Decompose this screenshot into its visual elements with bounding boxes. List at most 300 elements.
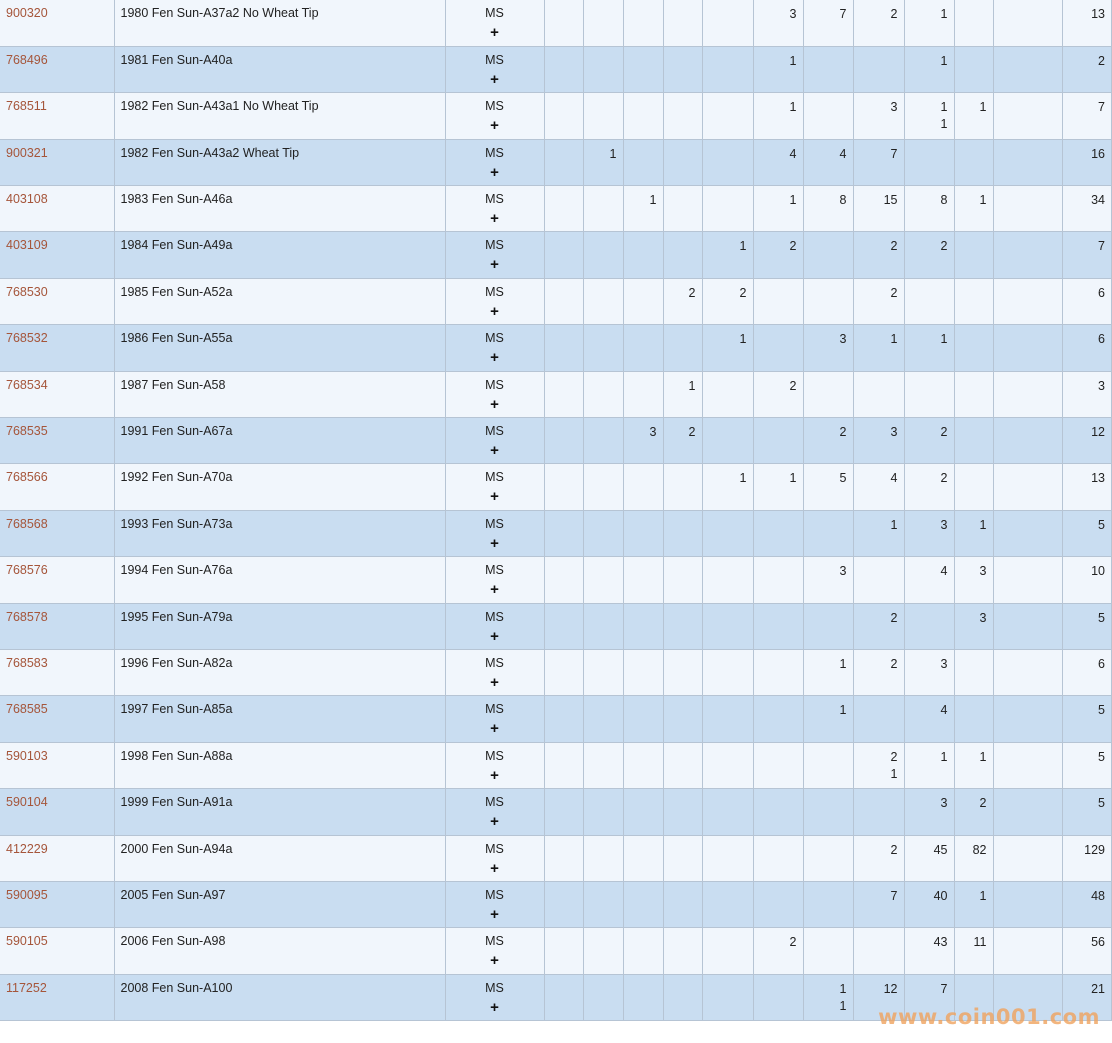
count-value: 2 [979,796,987,811]
population-count-cell [663,928,702,974]
count-value: 40 [933,888,948,903]
count-value: 10 [1091,564,1105,579]
cert-number-cell [0,603,114,649]
total-count-cell [1062,325,1112,371]
population-count-cell [993,46,1062,92]
count-value: 1 [739,332,747,347]
cert-number-cell [0,0,114,46]
population-count-cell [583,649,623,695]
population-count-cell [544,139,583,185]
population-count-cell [663,139,702,185]
count-value: 1 [979,888,987,903]
table-row [0,46,1112,92]
population-count-cell [803,510,853,556]
population-count-cell [623,186,663,232]
total-count-cell [1062,464,1112,510]
coin-description: 1999 Fen Sun-A91a [114,789,445,835]
population-count-cell [663,881,702,927]
population-count-cell [853,696,904,742]
population-count-cell [954,696,993,742]
population-count-cell [954,649,993,695]
population-count-cell [753,371,803,417]
population-count-cell [803,186,853,232]
population-count-cell [753,649,803,695]
coin-description: 1995 Fen Sun-A79a [114,603,445,649]
total-count-cell [1062,928,1112,974]
coin-number-link[interactable]: 768496 [6,52,48,67]
grade-label: MS [485,934,504,949]
expand-plus-button[interactable]: + [490,488,499,506]
population-count-cell [583,418,623,464]
population-count-cell [993,649,1062,695]
population-count-cell [544,93,583,139]
population-count-cell [954,0,993,46]
population-count-cell [663,0,702,46]
coin-number-link[interactable]: 768568 [6,516,48,531]
coin-description: 2005 Fen Sun-A97 [114,881,445,927]
table-row [0,371,1112,417]
population-count-cell [663,603,702,649]
population-count-cell [663,510,702,556]
count-value: 1 [940,100,948,115]
population-count-cell [853,186,904,232]
count-value: 5 [839,471,847,486]
count-value: 13 [1091,471,1105,486]
population-count-cell [623,557,663,603]
population-count-cell [663,696,702,742]
total-count-cell [1062,789,1112,835]
expand-plus-button[interactable]: + [490,627,499,645]
population-count-cell [623,93,663,139]
grade-label: MS [485,238,504,253]
count-value: 34 [1091,193,1105,208]
count-value: 4 [890,471,898,486]
population-count-cell [954,510,993,556]
coin-number-link[interactable]: 768583 [6,655,48,670]
count-value: 2 [789,378,797,393]
population-count-cell [544,789,583,835]
count-value: 1 [739,471,747,486]
population-count-cell [702,464,753,510]
coin-number-link[interactable]: 768535 [6,424,48,439]
population-count-cell [663,93,702,139]
population-count-cell [544,0,583,46]
expand-plus-button[interactable]: + [490,581,499,599]
population-count-cell [623,139,663,185]
population-count-cell [702,46,753,92]
population-count-cell [663,649,702,695]
total-count-cell [1062,371,1112,417]
coin-number-link[interactable]: 768576 [6,563,48,578]
population-count-cell [663,974,702,1020]
population-count-cell [753,278,803,324]
count-value: 1 [649,193,657,208]
expand-plus-button[interactable]: + [490,349,499,367]
population-count-cell [544,232,583,278]
population-count-cell [803,139,853,185]
total-count-cell [1062,557,1112,603]
count-value: 1 [839,703,847,718]
population-count-cell [702,742,753,788]
population-count-cell [753,93,803,139]
coin-number-link[interactable]: 590103 [6,748,48,763]
grade-cell [445,46,544,92]
population-count-cell [583,371,623,417]
cert-number-cell [0,93,114,139]
population-count-cell [623,789,663,835]
population-count-cell [904,139,954,185]
population-count-cell [583,835,623,881]
population-count-cell [623,46,663,92]
population-count-cell [702,93,753,139]
population-count-cell [753,603,803,649]
population-count-cell [904,649,954,695]
watermark: www.coin001.com [878,1005,1100,1029]
count-value: 3 [890,425,898,440]
total-count-cell [1062,835,1112,881]
grade-cell [445,93,544,139]
population-count-cell [753,974,803,1020]
expand-plus-button[interactable]: + [490,813,499,831]
expand-plus-button[interactable]: + [490,952,499,970]
coin-description: 1991 Fen Sun-A67a [114,418,445,464]
population-count-cell [954,974,993,1020]
population-count-cell [583,974,623,1020]
expand-plus-button[interactable]: + [490,998,499,1016]
cert-number-cell [0,325,114,371]
expand-plus-button[interactable]: + [490,766,499,784]
cert-number-cell [0,418,114,464]
population-count-cell [663,371,702,417]
population-count-cell [753,186,803,232]
total-count-cell [1062,186,1112,232]
count-value: 1 [940,7,948,21]
grade-label: MS [485,6,504,20]
population-count-cell [993,232,1062,278]
expand-plus-button[interactable]: + [490,24,499,41]
count-value: 2 [940,471,948,486]
population-count-cell [904,418,954,464]
count-value: 11 [973,935,987,950]
coin-number-link[interactable]: 768532 [6,331,48,346]
population-count-cell [544,974,583,1020]
count-value: 4 [940,703,948,718]
coin-description: 1985 Fen Sun-A52a [114,278,445,324]
population-count-cell [702,0,753,46]
grade-label: MS [485,702,504,717]
grade-cell [445,789,544,835]
grade-label: MS [485,841,504,856]
cert-number-cell [0,557,114,603]
count-value: 3 [1098,378,1105,393]
total-count-cell [1062,649,1112,695]
population-count-cell [583,603,623,649]
count-value: 2 [890,610,898,625]
population-count-cell [954,835,993,881]
table-row [0,742,1112,788]
count-value: 1 [979,100,987,115]
coin-number-link[interactable]: 768578 [6,609,48,624]
count-value: 5 [1098,749,1105,764]
population-count-cell [583,232,623,278]
expand-plus-button[interactable]: + [490,673,499,691]
coin-description: 1997 Fen Sun-A85a [114,696,445,742]
population-count-cell [993,278,1062,324]
table-row [0,278,1112,324]
population-count-cell [623,881,663,927]
coin-description: 1992 Fen Sun-A70a [114,464,445,510]
population-count-cell [853,418,904,464]
coin-description: 1980 Fen Sun-A37a2 No Wheat Tip [114,0,445,46]
population-count-cell [753,696,803,742]
population-count-cell [803,603,853,649]
population-count-cell [583,278,623,324]
population-count-cell [853,742,904,788]
expand-plus-button[interactable]: + [490,859,499,877]
coin-number-link[interactable]: 403109 [6,238,48,253]
population-count-cell [803,371,853,417]
grade-cell [445,881,544,927]
population-count-cell [623,278,663,324]
count-value: 4 [789,146,797,161]
table-row [0,418,1112,464]
table-row [0,0,1112,46]
population-count-cell [993,418,1062,464]
population-count-cell [623,371,663,417]
count-value: 3 [940,656,948,671]
population-count-cell [993,603,1062,649]
count-value: 13 [1091,7,1105,21]
population-count-cell [702,557,753,603]
coin-number-link[interactable]: 768566 [6,470,48,485]
grade-label: MS [485,331,504,346]
count-value: 3 [979,610,987,625]
coin-number-link[interactable]: 590105 [6,934,48,949]
count-value: 2 [739,285,747,300]
count-value: 1 [739,239,747,254]
table-row [0,93,1112,139]
total-count-cell [1062,696,1112,742]
population-count-cell [702,139,753,185]
coin-number-link[interactable]: 590095 [6,887,48,902]
population-count-cell [954,46,993,92]
population-count-cell [583,928,623,974]
population-count-cell [544,371,583,417]
population-count-cell [954,881,993,927]
expand-plus-button[interactable]: + [490,442,499,460]
total-count-cell [1062,974,1112,1020]
population-count-cell [583,789,623,835]
population-count-cell [623,603,663,649]
count-value: 5 [1098,610,1105,625]
population-count-cell [904,742,954,788]
population-count-cell [623,464,663,510]
count-value: 3 [839,564,847,579]
count-value: 1 [890,517,898,532]
population-count-cell [954,418,993,464]
population-count-cell [954,139,993,185]
count-value: 12 [1091,425,1105,440]
population-count-cell [544,278,583,324]
table-row [0,464,1112,510]
count-value: 1 [789,53,797,68]
expand-plus-button[interactable]: + [490,210,499,228]
table-row [0,186,1112,232]
total-count-cell [1062,881,1112,927]
coin-number-link[interactable]: 590104 [6,795,48,810]
population-count-cell [753,881,803,927]
cert-number-cell [0,139,114,185]
population-count-cell [583,186,623,232]
population-count-cell [803,881,853,927]
population-count-cell [583,46,623,92]
population-count-cell [623,928,663,974]
grade-label: MS [485,52,504,67]
expand-plus-button[interactable]: + [490,720,499,738]
population-count-cell [904,928,954,974]
grade-cell [445,835,544,881]
population-count-cell [853,371,904,417]
count-value: 82 [972,842,987,857]
cert-number-cell [0,371,114,417]
count-value: 129 [1084,842,1105,857]
population-count-cell [663,464,702,510]
total-count-cell [1062,46,1112,92]
population-count-cell [623,649,663,695]
count-value: 3 [979,564,987,579]
table-row [0,139,1112,185]
population-count-cell [544,742,583,788]
population-count-cell [954,278,993,324]
population-count-cell [993,835,1062,881]
population-count-cell [544,510,583,556]
population-count-cell [753,139,803,185]
count-value: 48 [1091,888,1105,903]
population-count-cell [544,557,583,603]
coin-number-link[interactable]: 403108 [6,192,48,207]
count-value: 1 [979,193,987,208]
population-count-cell [544,649,583,695]
coin-number-link[interactable]: 768585 [6,702,48,717]
count-value: 5 [1098,703,1105,718]
count-value: 2 [890,239,898,254]
coin-number-link[interactable]: 768530 [6,284,48,299]
grade-cell [445,278,544,324]
expand-plus-button[interactable]: + [490,395,499,413]
cert-number-cell [0,186,114,232]
count-value: 2 [940,239,948,254]
count-value: 5 [1098,517,1105,532]
grade-cell [445,974,544,1020]
population-count-cell [853,139,904,185]
population-count-cell [583,881,623,927]
coin-number-link[interactable]: 768534 [6,377,48,392]
count-value: 2 [789,239,797,254]
population-count-cell [583,93,623,139]
expand-plus-button[interactable]: + [490,302,499,320]
coin-description: 1986 Fen Sun-A55a [114,325,445,371]
population-count-cell [993,557,1062,603]
population-count-cell [544,835,583,881]
population-count-cell [853,603,904,649]
population-count-cell [753,789,803,835]
count-value-secondary: 1 [839,998,847,1013]
count-value: 1 [609,146,617,161]
grade-cell [445,232,544,278]
population-count-cell [702,278,753,324]
population-count-cell [853,974,904,1020]
population-count-cell [954,557,993,603]
population-count-cell [583,510,623,556]
population-count-cell [803,232,853,278]
population-count-cell [663,186,702,232]
population-count-cell [853,928,904,974]
expand-plus-button[interactable]: + [490,256,499,274]
grade-cell [445,603,544,649]
population-count-cell [663,232,702,278]
count-value: 1 [839,981,847,996]
count-value: 4 [940,564,948,579]
expand-plus-button[interactable]: + [490,905,499,923]
expand-plus-button[interactable]: + [490,163,499,181]
count-value: 1 [789,100,797,115]
coin-number-link[interactable]: 412229 [6,841,48,856]
coin-number-link[interactable]: 900320 [6,6,48,20]
population-count-cell [803,557,853,603]
population-count-cell [583,325,623,371]
population-count-cell [853,649,904,695]
population-count-cell [803,325,853,371]
count-value: 15 [883,193,898,208]
cert-number-cell [0,974,114,1020]
grade-cell [445,510,544,556]
cert-number-cell [0,649,114,695]
population-count-cell [904,557,954,603]
expand-plus-button[interactable]: + [490,534,499,552]
table-row [0,881,1112,927]
population-count-cell [853,789,904,835]
count-value: 2 [688,285,696,300]
total-count-cell [1062,139,1112,185]
population-count-cell [663,835,702,881]
population-count-cell [702,510,753,556]
cert-number-cell [0,742,114,788]
population-count-cell [993,510,1062,556]
count-value: 2 [789,935,797,950]
population-count-cell [702,696,753,742]
population-count-cell [663,742,702,788]
coin-number-link[interactable]: 768511 [6,99,47,114]
population-count-cell [993,789,1062,835]
coin-number-link[interactable]: 900321 [6,145,48,160]
population-count-cell [623,974,663,1020]
grade-cell [445,418,544,464]
expand-plus-button[interactable]: + [490,70,499,88]
grade-label: MS [485,424,504,439]
count-value: 3 [649,425,657,440]
population-count-cell [803,928,853,974]
population-count-cell [544,603,583,649]
count-value: 1 [839,656,847,671]
count-value-secondary: 1 [890,766,898,781]
expand-plus-button[interactable]: + [490,117,499,135]
population-count-cell [993,139,1062,185]
count-value: 7 [1098,239,1105,254]
coin-number-link[interactable]: 117252 [6,980,47,995]
cert-number-cell [0,789,114,835]
count-value: 8 [940,193,948,208]
grade-cell [445,0,544,46]
